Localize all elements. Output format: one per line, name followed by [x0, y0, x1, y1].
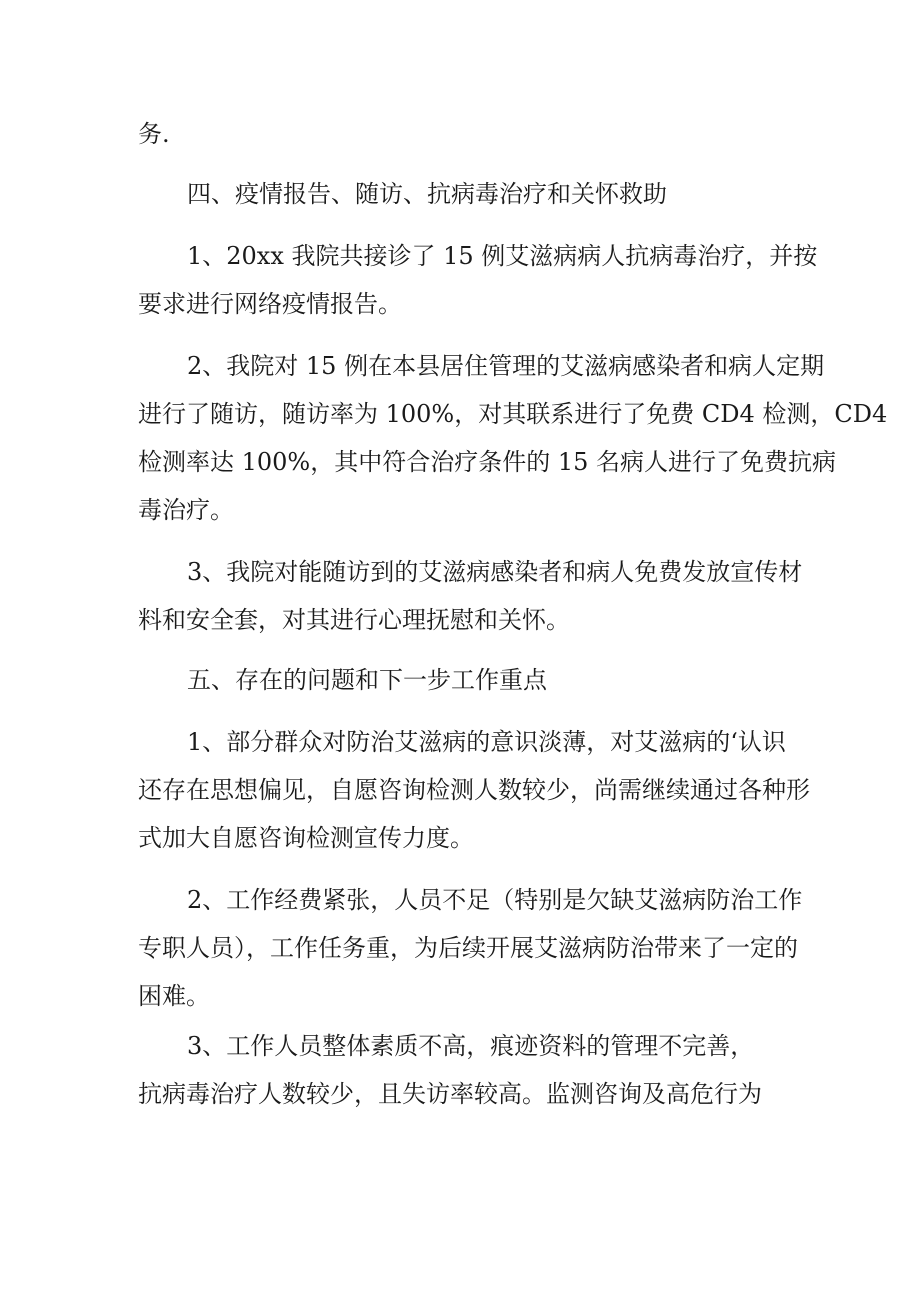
- section-heading: 四、疫情报告、随访、抗病毒治疗和关怀救助: [187, 180, 667, 208]
- text-line: 务.: [138, 120, 170, 148]
- text-line: 式加大自愿咨询检测宣传力度。: [138, 824, 474, 852]
- text-line: 2、工作经费紧张，人员不足（特别是欠缺艾滋病防治工作: [187, 886, 803, 914]
- text-line: 专职人员），工作任务重，为后续开展艾滋病防治带来了一定的: [138, 934, 798, 962]
- text-line: 3、工作人员整体素质不高，痕迹资料的管理不完善，: [187, 1032, 755, 1060]
- text-line: 检测率达 100%，其中符合治疗条件的 15 名病人进行了免费抗病: [138, 448, 837, 476]
- text-line: 要求进行网络疫情报告。: [138, 290, 402, 318]
- section-heading: 五、存在的问题和下一步工作重点: [187, 666, 547, 694]
- text-line: 抗病毒治疗人数较少，且失访率较高。监测咨询及高危行为: [138, 1080, 762, 1108]
- text-line: 困难。: [138, 982, 210, 1010]
- text-line: 料和安全套，对其进行心理抚慰和关怀。: [138, 606, 570, 634]
- text-line: 还存在思想偏见，自愿咨询检测人数较少，尚需继续通过各种形: [138, 776, 810, 804]
- text-line: 进行了随访，随访率为 100%，对其联系进行了免费 CD4 检测，CD4: [138, 400, 888, 428]
- text-line: 2、我院对 15 例在本县居住管理的艾滋病感染者和病人定期: [187, 352, 825, 380]
- text-line: 1、20xx 我院共接诊了 15 例艾滋病病人抗病毒治疗，并按: [187, 242, 818, 270]
- text-line: 1、部分群众对防治艾滋病的意识淡薄，对艾滋病的‘认识: [187, 728, 786, 756]
- text-line: 3、我院对能随访到的艾滋病感染者和病人免费发放宣传材: [187, 558, 803, 586]
- text-line: 毒治疗。: [138, 496, 234, 524]
